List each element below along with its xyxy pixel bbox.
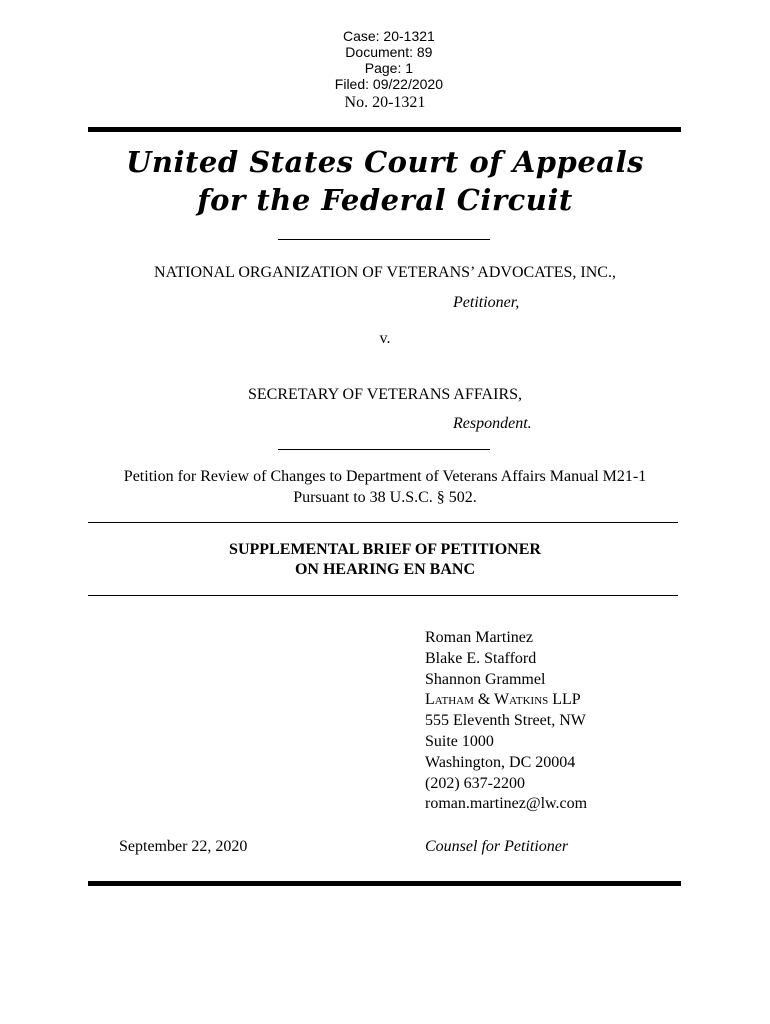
respondent-role: Respondent. [453,415,532,432]
versus: v. [379,330,391,347]
court-name [0,143,770,219]
phone-number: (202) 637-2200 [425,774,525,792]
court-name-line-1: United States Court of Appeals [126,145,644,179]
address-line: Washington, DC 20004 [425,753,576,771]
law-firm: Latham & Watkins LLP [425,691,581,709]
respondent-name: SECRETARY OF VETERANS AFFAIRS, [247,386,523,403]
brief-title [0,540,770,580]
document-number: Document: 89 [345,44,433,60]
address-line: Suite 1000 [425,732,494,750]
court-divider [278,239,490,240]
docket-number: No. 20-1321 [344,94,426,111]
counsel-name: Shannon Grammel [425,670,546,688]
petition-line-1: Petition for Review of Changes to Department of Veterans Affairs Manual M21-1 [123,468,647,485]
court-name-line-2: for the Federal Circuit [197,183,573,217]
email-address: roman.martinez@lw.com [425,795,588,813]
top-thick-rule [88,127,681,132]
brief-title-line-1: SUPPLEMENTAL BRIEF OF PETITIONER [229,541,541,558]
counsel-role: Counsel for Petitioner [425,838,569,855]
counsel-block [425,628,587,815]
petitioner-name: NATIONAL ORGANIZATION OF VETERANS’ ADVOCATES, INC., [154,264,616,281]
case-number: Case: 20-1321 [342,28,435,44]
filing-header [0,12,770,92]
address-line: 555 Eleventh Street, NW [425,712,586,730]
page-number: Page: 1 [364,60,414,76]
title-top-rule [88,522,678,523]
parties-divider [278,449,490,450]
bottom-thick-rule [88,881,681,886]
counsel-name: Blake E. Stafford [425,649,537,667]
petitioner-role: Petitioner, [453,294,520,311]
filing-date: September 22, 2020 [119,838,248,855]
brief-title-line-2: ON HEARING EN BANC [294,561,475,578]
title-bottom-rule [88,595,678,596]
petition-line-2: Pursuant to 38 U.S.C. § 502. [293,489,477,506]
filed-date: Filed: 09/22/2020 [334,76,443,92]
petition-description [0,466,770,508]
counsel-name: Roman Martinez [425,629,533,646]
